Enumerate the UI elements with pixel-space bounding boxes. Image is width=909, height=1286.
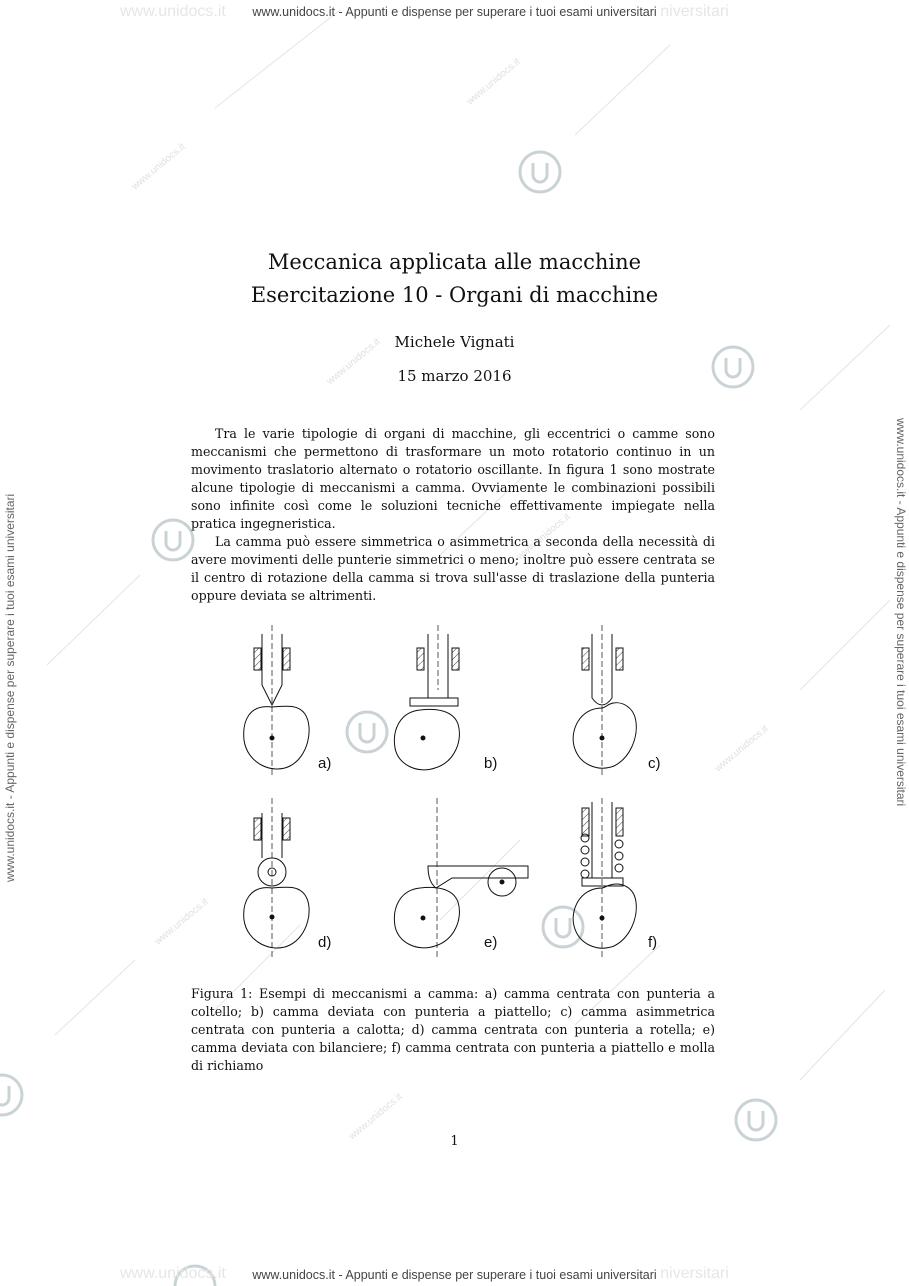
left-side-watermark: www.unidocs.it - Appunti e dispense per superare i tuoi esami universitari (3, 493, 17, 882)
footer-ghost-watermark: www.unidocs.it niversitari (120, 1265, 729, 1282)
right-side-watermark: www.unidocs.it - Appunti e dispense per superare i tuoi esami universitari (894, 418, 908, 807)
ghost-watermark-1: www.unidocs.it (129, 141, 188, 193)
mechanism-b (394, 625, 459, 770)
title-line-1: Meccanica applicata alle macchine (267, 250, 642, 274)
cam-mechanisms-figure (230, 620, 680, 970)
figure-label-d: d) (318, 934, 332, 951)
document-title (0, 246, 909, 312)
figure-label-c: c) (648, 755, 661, 772)
paragraph-1: Tra le varie tipologie di organi di macchine, gli eccentrici o camme sono meccanismi che permettono di trasformare un moto rotatorio continuo in un movimento traslatorio alternato o rotatorio oscillante. In figura 1 sono mostrate alcune tipologie di meccanismi a camma. Ovviamente le combinazioni possibili sono infinite così come le soluzioni tecniche effettivamente impiegate nella pratica ingegneristica. (191, 426, 715, 531)
figure-label-b: b) (484, 755, 498, 772)
mechanism-f (573, 798, 636, 960)
mechanism-d (244, 798, 309, 960)
paragraph-2: La camma può essere simmetrica o asimmetrica a seconda della necessità di avere movimenti delle punterie simmetrici o meno; inoltre può essere centrata se il centro di rotazione della camma si trova sull'asse di traslazione della punteria oppure deviata se altrimenti. (191, 534, 715, 603)
header-watermark: www.unidocs.it - Appunti e dispense per superare i tuoi esami universitari (252, 5, 657, 19)
mechanism-c (573, 625, 636, 775)
mechanism-e (394, 798, 528, 960)
ghost-watermark-7: www.unidocs.it (514, 511, 573, 563)
figure-label-f: f) (648, 934, 658, 951)
figure-caption: Figura 1: Esempi di meccanismi a camma: a) camma centrata con punteria a coltello; b) camma deviata con punteria a piattello; c) camma asimmetrica centrata con punteria a calotta; d) camma centrata con punteria a rotella; e) camma deviata con bilanciere; f) camma centrata con punteria a piattello e molla di richiamo (191, 986, 715, 1073)
title-line-2: Esercitazione 10 - Organi di macchine (250, 283, 659, 307)
ghost-watermark-3: www.unidocs.it (712, 723, 771, 775)
header-ghost-watermark: www.unidocs.it niversitari (120, 3, 729, 20)
ghost-watermark-4: www.unidocs.it (152, 896, 211, 948)
figure-label-e: e) (484, 934, 498, 951)
ghost-watermark-5: www.unidocs.it (346, 1091, 405, 1143)
author: Michele Vignati (394, 333, 515, 351)
footer-watermark: www.unidocs.it - Appunti e dispense per superare i tuoi esami universitari (252, 1268, 657, 1282)
body-text (191, 425, 715, 605)
date: 15 marzo 2016 (397, 367, 512, 385)
page-number: 1 (450, 1134, 459, 1149)
figure-label-a: a) (318, 755, 332, 772)
ghost-watermark-6: www.unidocs.it (464, 56, 523, 108)
mechanism-a (244, 625, 309, 775)
ghost-watermark-2: www.unidocs.it (324, 336, 383, 388)
